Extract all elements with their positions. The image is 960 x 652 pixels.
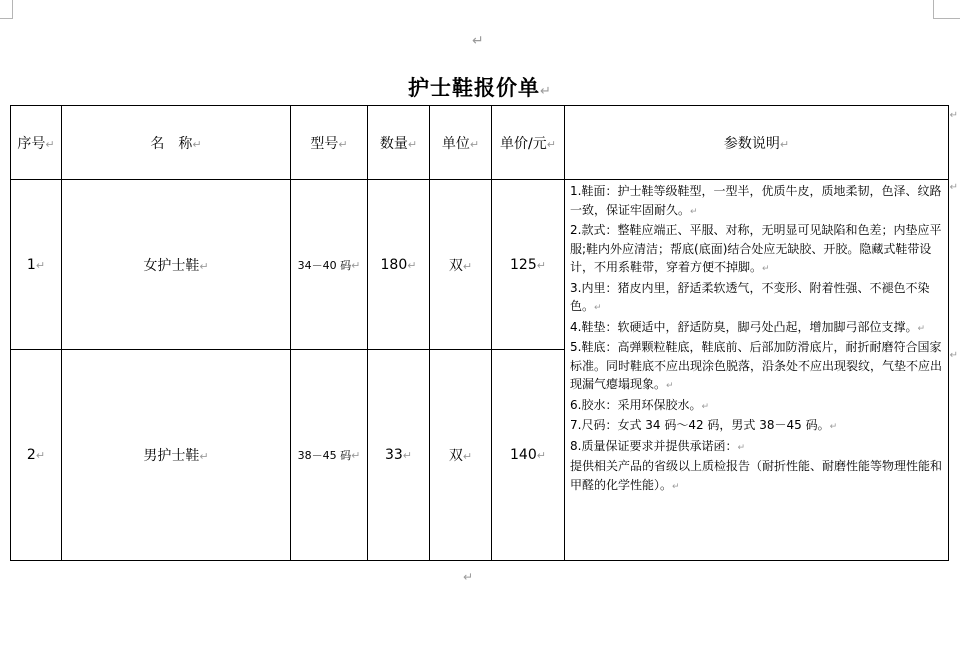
- cell-price[interactable]: 125↵: [492, 180, 565, 350]
- table-header-row: [11, 106, 949, 180]
- header-price[interactable]: 单价/元↵: [492, 106, 565, 180]
- quote-table: [10, 105, 949, 561]
- header-qty[interactable]: 数量↵: [368, 106, 430, 180]
- header-spec[interactable]: 参数说明↵: [565, 106, 949, 180]
- table-row: [11, 180, 949, 350]
- spec-line: 1.鞋面：护士鞋等级鞋型，一型半，优质牛皮，质地柔韧，色泽、纹路一致，保证牢固耐久。↵: [570, 184, 942, 217]
- spec-line: 7.尺码：女式 34 码～42 码，男式 38－45 码。↵: [570, 418, 838, 432]
- cell-qty[interactable]: 180↵: [368, 180, 430, 350]
- row-end-mark: ↵: [949, 350, 958, 361]
- cell-name[interactable]: 女护士鞋↵: [62, 180, 291, 350]
- spec-line: 8.质量保证要求并提供承诺函：↵: [570, 438, 745, 453]
- page-corner-left: [0, 0, 13, 19]
- header-unit[interactable]: 单位↵: [430, 106, 492, 180]
- cell-unit[interactable]: 双↵: [430, 180, 492, 350]
- cell-qty[interactable]: 33↵: [368, 350, 430, 561]
- cell-no[interactable]: 1↵: [11, 180, 62, 350]
- paragraph-mark: ↵: [540, 84, 552, 99]
- header-name[interactable]: 名 称↵: [62, 106, 291, 180]
- header-no[interactable]: 序号↵: [11, 106, 62, 180]
- cell-no[interactable]: 2↵: [11, 350, 62, 561]
- cell-name[interactable]: 男护士鞋↵: [62, 350, 291, 561]
- spec-line: 5.鞋底：高弹颗粒鞋底，鞋底前、后部加防滑底片，耐折耐磨符合国家标准。同时鞋底不应出现涂色脱落，沿条处不应出现裂纹，气垫不应出现漏气瘪塌现象。↵: [570, 340, 943, 391]
- cell-unit[interactable]: 双↵: [430, 350, 492, 561]
- cell-model[interactable]: 38－45 码↵: [291, 350, 368, 561]
- header-model[interactable]: 型号↵: [291, 106, 368, 180]
- spec-line: 4.鞋垫：软硬适中，舒适防臭，脚弓处凸起，增加脚弓部位支撑。↵: [570, 319, 925, 334]
- paragraph-mark-bottom: ↵: [463, 570, 474, 584]
- spec-line: 2.款式：整鞋应端正、平服、对称，无明显可见缺陷和色差；内垫应平服;鞋内外应清洁；帮底(底面)结合处应无缺胶、开胶。隐藏式鞋带设计，不用系鞋带，穿着方便不掉脚。↵: [570, 223, 942, 274]
- page-corner-right: [933, 0, 960, 19]
- cell-model[interactable]: 34－40 码↵: [291, 180, 368, 350]
- title-text: 护士鞋报价单: [408, 76, 541, 100]
- cell-spec[interactable]: [565, 180, 949, 561]
- cell-price[interactable]: 140↵: [492, 350, 565, 561]
- spec-line: 3.内里：猪皮内里，舒适柔软透气，不变形、附着性强、不褪色不染色。↵: [570, 280, 930, 313]
- page-title[interactable]: [0, 72, 960, 102]
- paragraph-mark-top: ↵: [472, 33, 484, 49]
- spec-line: 6.胶水：采用环保胶水。↵: [570, 397, 709, 412]
- spec-line: 提供相关产品的省级以上质检报告（耐折性能、耐磨性能等物理性能和甲醛的化学性能）。↵: [570, 459, 943, 492]
- row-end-mark: ↵: [949, 182, 958, 193]
- row-end-mark: ↵: [949, 110, 958, 121]
